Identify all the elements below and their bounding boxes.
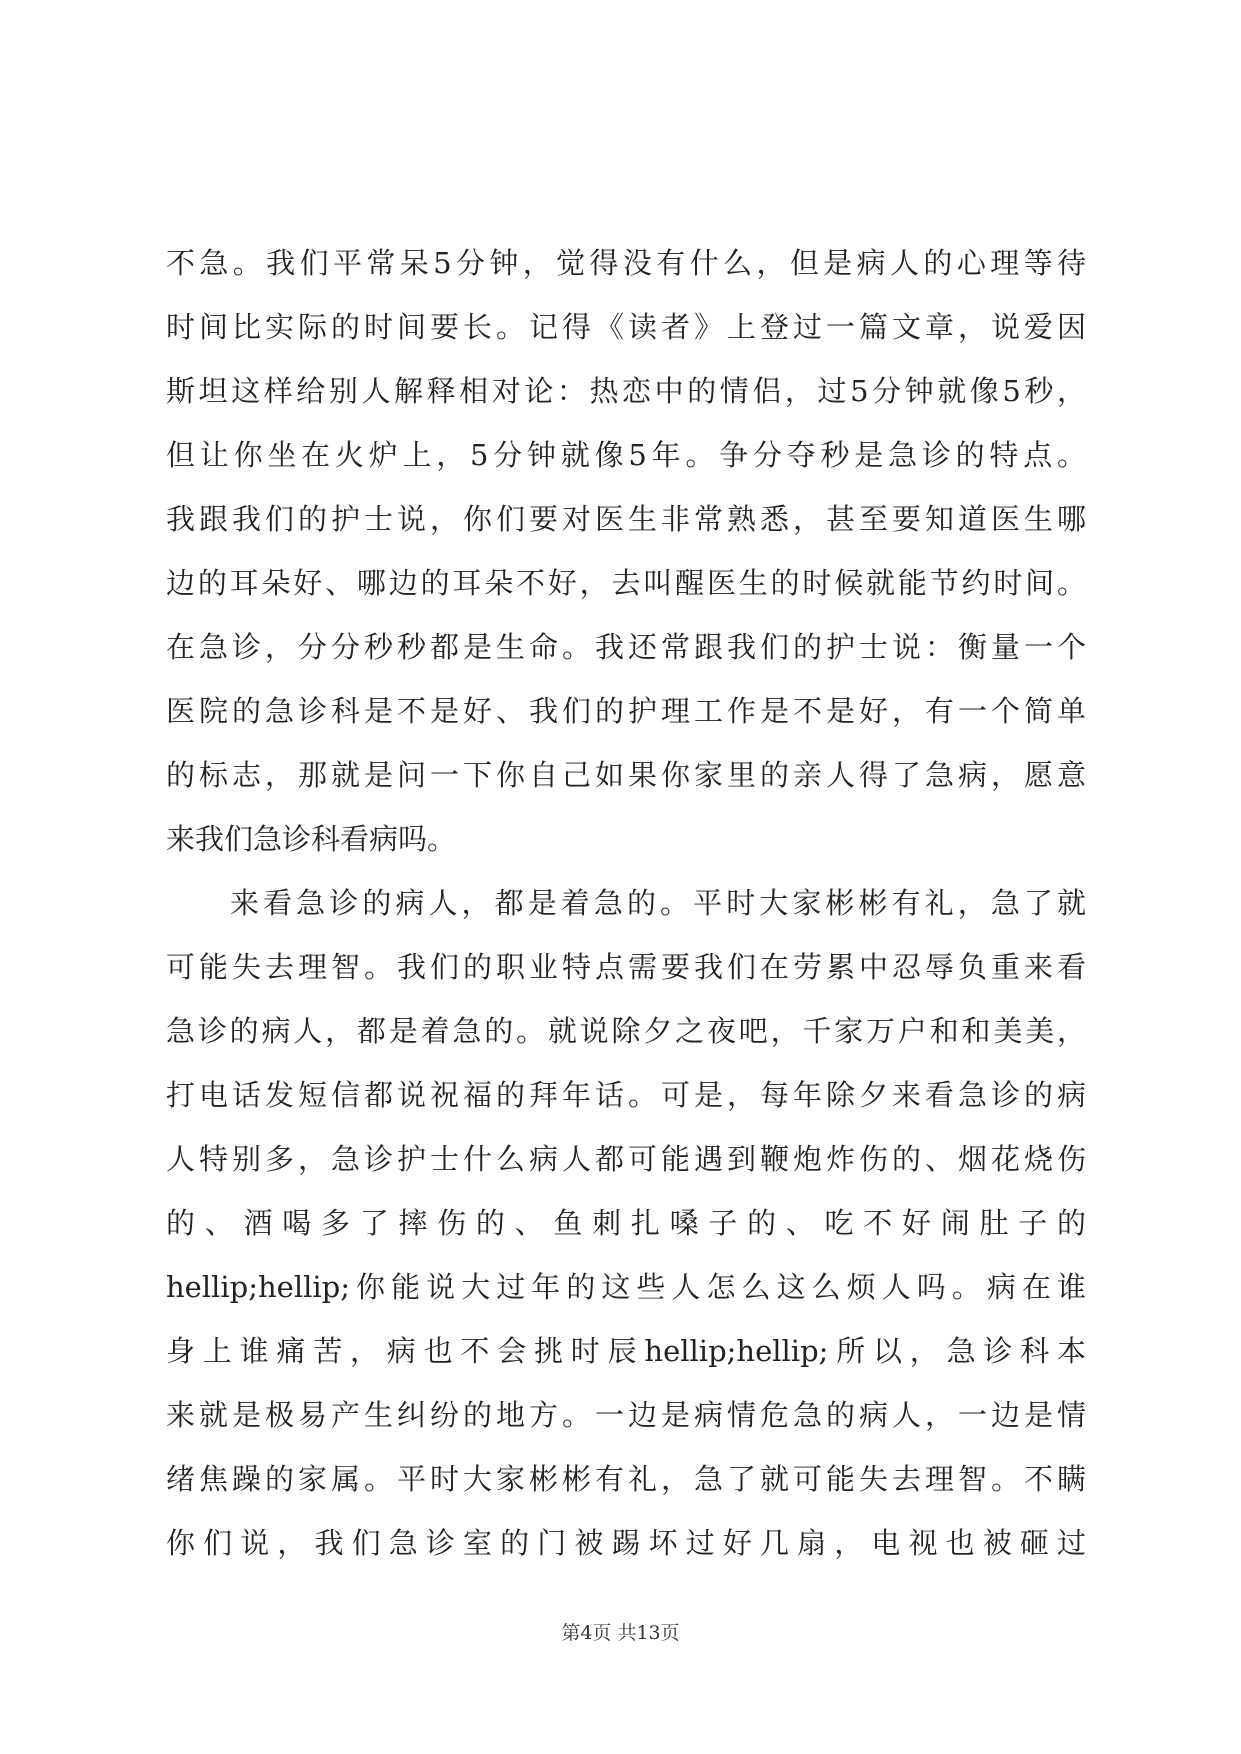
text-line: 时间比实际的时间要长。记得《读者》上登过一篇文章，说爱因 [166,310,1086,344]
text-line: 身上谁痛苦，病也不会挑时辰hellip;hellip;所以，急诊科本 [166,1334,1086,1368]
text-line: 可能失去理智。我们的职业特点需要我们在劳累中忍辱负重来看 [166,950,1086,984]
text-line: 来就是极易产生纠纷的地方。一边是病情危急的病人，一边是情 [166,1398,1086,1432]
text-line: 的标志，那就是问一下你自己如果你家里的亲人得了急病，愿意 [166,758,1086,792]
text-line: 打电话发短信都说祝福的拜年话。可是，每年除夕来看急诊的病 [166,1078,1086,1112]
text-line: 在急诊，分分秒秒都是生命。我还常跟我们的护士说：衡量一个 [166,630,1086,664]
paragraph-2 [166,871,1086,1575]
document-body [166,231,1086,1575]
text-line: 你们说，我们急诊室的门被踢坏过好几扇，电视也被砸过 [166,1526,1086,1560]
text-line: 来看急诊的病人，都是着急的。平时大家彬彬有礼，急了就 [230,886,1086,920]
text-line: 人特别多，急诊护士什么病人都可能遇到鞭炮炸伤的、烟花烧伤 [166,1142,1086,1176]
paragraph-1 [166,231,1086,871]
text-line: 我跟我们的护士说，你们要对医生非常熟悉，甚至要知道医生哪 [166,502,1086,536]
text-line: 绪焦躁的家属。平时大家彬彬有礼，急了就可能失去理智。不瞒 [166,1462,1086,1496]
text-line: 斯坦这样给别人解释相对论：热恋中的情侣，过5分钟就像5秒， [166,374,1086,408]
text-line: 医院的急诊科是不是好、我们的护理工作是不是好，有一个简单 [166,694,1086,728]
text-line: 来我们急诊科看病吗。 [166,822,457,856]
text-line: 边的耳朵好、哪边的耳朵不好，去叫醒医生的时候就能节约时间。 [166,566,1086,600]
text-line: 的、酒喝多了摔伤的、鱼刺扎嗓子的、吃不好闹肚子的 [166,1206,1086,1240]
page-number-footer: 第4页 共13页 [561,1622,680,1644]
text-line: 急诊的病人，都是着急的。就说除夕之夜吧，千家万户和和美美， [166,1014,1086,1048]
text-line: hellip;hellip;你能说大过年的这些人怎么这么烦人吗。病在谁 [166,1270,1086,1304]
text-line: 但让你坐在火炉上，5分钟就像5年。争分夺秒是急诊的特点。 [166,438,1086,472]
text-line: 不急。我们平常呆5分钟，觉得没有什么，但是病人的心理等待 [166,246,1086,280]
